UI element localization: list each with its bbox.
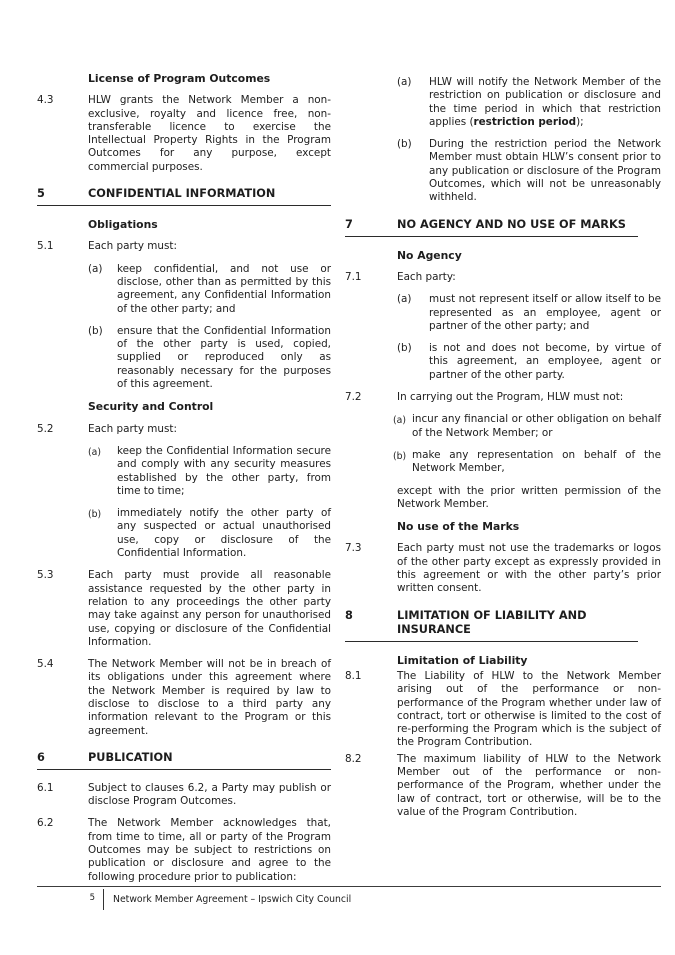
- clause-7-1: [345, 271, 661, 284]
- clause-7-2-continuation: except with the prior written permission of the Network Member.: [397, 484, 661, 510]
- item-6-2-a: [397, 76, 661, 129]
- subheading-no-use-of-the-marks: No use of the Marks: [397, 520, 520, 534]
- item-marker: (b): [88, 509, 102, 521]
- clause-5-4: [37, 658, 331, 738]
- clause-text: Each party must not use the trademarks or logos of the other party except as expressly provided in this agreement or with the other party’s prior written consent.: [397, 542, 661, 595]
- section-number: 5: [37, 187, 45, 201]
- clause-text: The Liability of HLW to the Network Member arising out of the performance or non-performance of the Program whether under law of contract, tort or otherwise is limited to the cost of re-performing the Program which is the subject of the Program Contribution.: [397, 669, 661, 749]
- clause-number: 7.3: [345, 542, 362, 555]
- subheading-license-of-program-outcomes: License of Program Outcomes: [88, 72, 271, 85]
- clause-number: 6.2: [37, 817, 54, 830]
- item-marker: (a): [397, 76, 412, 88]
- item-marker: (b): [393, 450, 407, 462]
- clause-4-3: [37, 94, 331, 174]
- clause-text: Each party must:: [88, 240, 177, 253]
- item-text: immediately notify the other party of any suspected or actual unauthorised use, copy or disclosure of the Confidential Information.: [117, 507, 331, 560]
- footer-row: [37, 887, 661, 910]
- section-heading-8: [345, 609, 638, 642]
- clause-5-2: [37, 423, 331, 436]
- item-5-2-a: [88, 445, 331, 498]
- item-text-bold: restriction period: [473, 115, 577, 128]
- item-marker: (a): [88, 446, 101, 458]
- clause-5-3: [37, 569, 331, 649]
- item-marker: (b): [397, 138, 412, 151]
- clause-number: 8.2: [345, 752, 362, 765]
- item-marker: (a): [393, 415, 406, 427]
- item-text: is not and does not become, by virtue of this agreement, an employee, agent or partner of the other party.: [429, 342, 661, 381]
- item-marker: (a): [397, 293, 412, 306]
- clause-8-1: [345, 670, 661, 750]
- item-6-2-b: [397, 138, 661, 204]
- clause-text: The maximum liability of HLW to the Network Member out of the performance or non-performance of the Program, whether under the law of contract, tort or otherwise, will be to the value of the Program Contribution.: [397, 752, 661, 818]
- item-marker: (a): [88, 262, 103, 275]
- clause-number: 5.2: [37, 422, 54, 435]
- clause-text: Each party must provide all reasonable assistance requested by the other party in relation to any proceedings the other party may take against any person for unauthorised use, copying or disclosure of the Confidential Information.: [88, 569, 331, 648]
- item-text-pre: HLW will notify the Network Member of the restriction on publication or disclosure and the time period in which that restriction applies (: [429, 76, 661, 128]
- clause-8-2: [345, 753, 661, 819]
- section-number: 8: [345, 608, 353, 622]
- section-number: 7: [345, 217, 353, 231]
- left-column: [37, 70, 331, 893]
- item-7-1-a: [397, 293, 661, 333]
- item-text: make any representation on behalf of the Network Member,: [412, 448, 661, 475]
- item-5-2-b: [88, 507, 331, 560]
- page-footer: [37, 886, 661, 910]
- subheading-security-and-control: Security and Control: [88, 400, 214, 414]
- right-column: [345, 70, 661, 893]
- section-heading-7: [345, 218, 638, 237]
- item-text: During the restriction period the Network Member must obtain HLW’s consent prior to any publication or disclosure of the Program Outcomes, which will not be unreasonably withheld.: [429, 138, 661, 204]
- subheading-limitation-of-liability: Limitation of Liability: [397, 653, 528, 667]
- item-5-1-b: [88, 325, 331, 391]
- clause-number: 5.1: [37, 240, 54, 253]
- clause-text: Each party must:: [88, 422, 177, 435]
- section-title: PUBLICATION: [88, 750, 173, 764]
- section-heading-5: [37, 187, 331, 206]
- clause-text: The Network Member will not be in breach of its obligations under this agreement where the Network Member is required by law to disclose to disclose to a third party any information relevant to the Program or this agreement.: [88, 658, 331, 737]
- item-text: incur any financial or other obligation on behalf of the Network Member; or: [412, 413, 661, 439]
- item-7-2-a: [393, 413, 661, 440]
- section-heading-6: [37, 751, 331, 770]
- clause-text: In carrying out the Program, HLW must not:: [397, 391, 624, 404]
- clause-number: 7.2: [345, 391, 362, 404]
- clause-7-2: [345, 391, 661, 404]
- clause-number: 4.3: [37, 94, 54, 107]
- footer-title: Network Member Agreement – Ipswich City Council: [113, 894, 352, 905]
- item-text: [429, 76, 661, 129]
- section-number: 6: [37, 750, 45, 764]
- item-text-post: );: [576, 115, 584, 128]
- section-title: LIMITATION OF LIABILITY AND INSURANCE: [397, 608, 587, 636]
- item-text: must not represent itself or allow itself to be represented as an employee, agent or partner of the other party; and: [429, 293, 661, 332]
- clause-6-1: [37, 782, 331, 809]
- clause-text: Each party:: [397, 270, 456, 283]
- item-text: ensure that the Confidential Information of the other party is used, copied, supplied or reproduced only as reasonably necessary for the purposes of this agreement.: [117, 324, 331, 391]
- clause-number: 8.1: [345, 669, 362, 682]
- item-text: keep confidential, and not use or disclose, other than as permitted by this agreement, any Confidential Information of the other party; and: [117, 262, 331, 315]
- clause-text: Subject to clauses 6.2, a Party may publish or disclose Program Outcomes.: [88, 781, 331, 808]
- clause-6-2: [37, 817, 331, 883]
- section-title: CONFIDENTIAL INFORMATION: [88, 187, 276, 201]
- page-number: 5: [89, 893, 95, 903]
- subheading-no-agency: No Agency: [397, 248, 462, 262]
- clause-text: The Network Member acknowledges that, from time to time, all or party of the Program Outcomes may be subject to restrictions on publication or disclosure and agree to the following procedure prior to publication:: [88, 817, 331, 883]
- item-7-2-b: [393, 449, 661, 476]
- section-title: NO AGENCY AND NO USE OF MARKS: [397, 217, 626, 231]
- item-5-1-a: [88, 263, 331, 316]
- item-marker: (b): [397, 342, 412, 355]
- item-text: keep the Confidential Information secure and comply with any security measures established by the other party, from time to time;: [117, 444, 331, 497]
- clause-number: 5.3: [37, 569, 54, 582]
- subheading-obligations: Obligations: [88, 218, 158, 232]
- item-marker: (b): [88, 324, 103, 337]
- item-7-1-b: [397, 342, 661, 382]
- clause-number: 5.4: [37, 658, 54, 671]
- clause-number: 6.1: [37, 781, 54, 794]
- clause-number: 7.1: [345, 270, 362, 283]
- clause-7-3: [345, 542, 661, 595]
- clause-5-1: [37, 240, 331, 253]
- clause-text: HLW grants the Network Member a non-exclusive, royalty and licence free, non-transferable licence to exercise the Intellectual Property Rights in the Program Outcomes for any purpose, except commercial purposes.: [88, 94, 331, 173]
